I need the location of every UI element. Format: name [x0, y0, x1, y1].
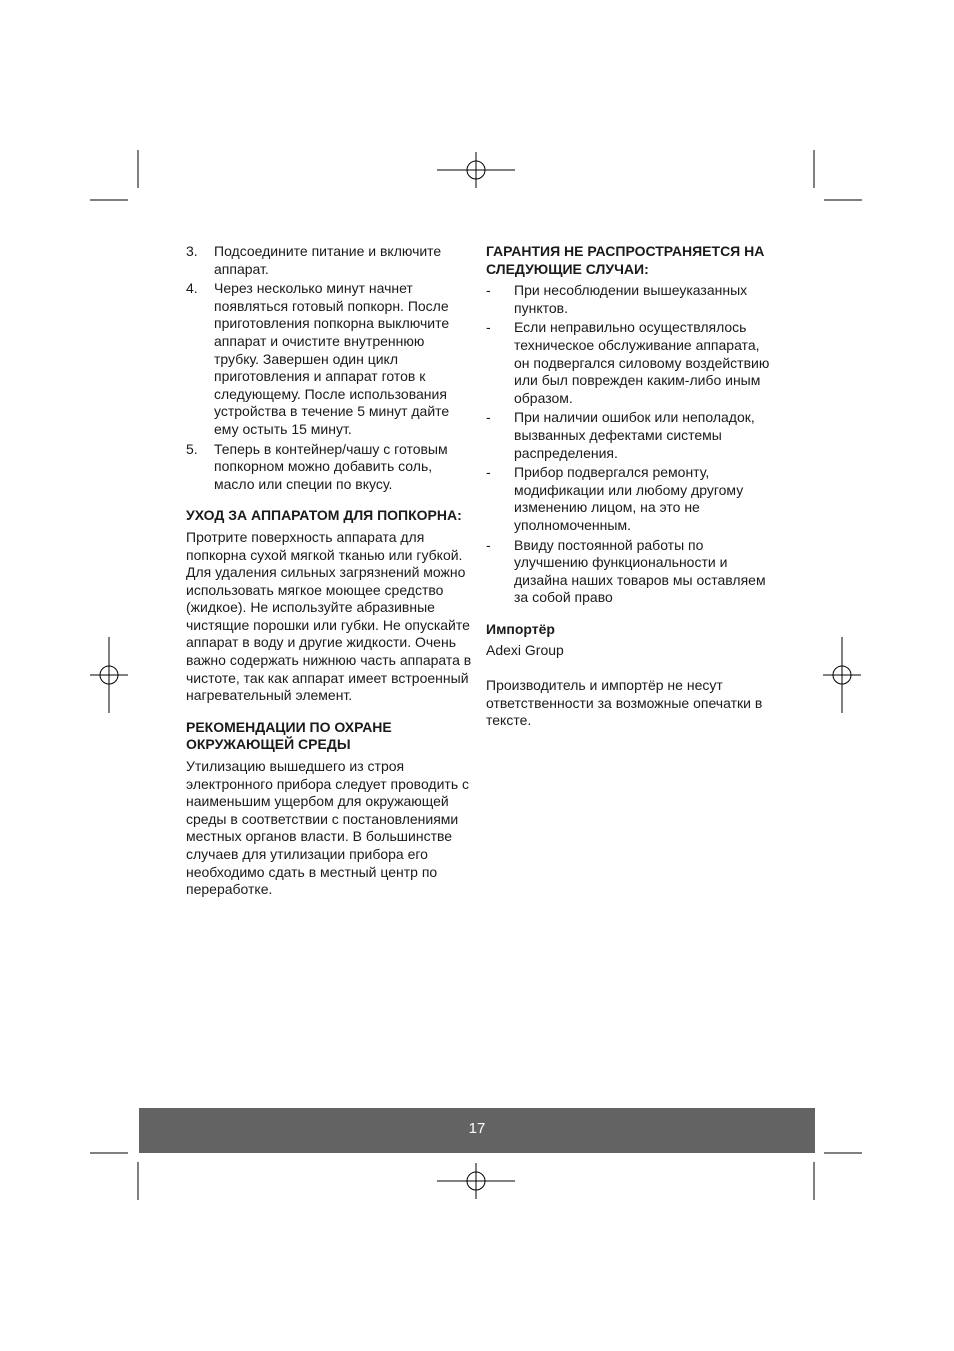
- warranty-item-text: При несоблюдении вышеуказанных пунктов.: [514, 282, 748, 316]
- registration-mark-left: [90, 637, 128, 713]
- step-text: Через несколько минут начнет появляться готовый попкорн. После приготовления попкорна выключите аппарат и очистите внутреннюю трубку. Завершен один цикл приготовления и аппарат готов к следующему. После использования устройства в течение 5 минут дайте ему остыть 15 минут.: [214, 280, 450, 437]
- step-text: Подсоедините питание и включите аппарат.: [214, 243, 442, 277]
- page-number: 17: [468, 1120, 486, 1137]
- bullet-dash: -: [486, 464, 491, 481]
- registration-mark-top: [437, 152, 515, 188]
- warranty-item-text: При наличии ошибок или неполадок, вызванных дефектами системы распределения.: [514, 409, 755, 461]
- importer-name: Adexi Group: [486, 642, 564, 659]
- bullet-dash: -: [486, 282, 491, 299]
- step-number: 3.: [186, 243, 198, 259]
- step-number: 5.: [186, 440, 198, 457]
- registration-mark-right: [823, 637, 861, 713]
- registration-mark-bottom: [437, 1163, 515, 1199]
- step-text: Теперь в контейнер/чашу с готовым попкорном можно добавить соль, масло или специи по вкусу.: [214, 440, 448, 492]
- environment-paragraph: Утилизацию вышедшего из строя электронного прибора следует проводить с наименьшим ущербом для окружающей среды в соответствии с постановлениями местных органов власти. В большинстве случаев для утилизации прибора его необходимо сдать в местный центр по переработке.: [186, 758, 470, 898]
- care-heading: УХОД ЗА АППАРАТОМ ДЛЯ ПОПКОРНА:: [186, 507, 462, 524]
- warranty-heading: ГАРАНТИЯ НЕ РАСПРОСТРАНЯЕТСЯ НА СЛЕДУЮЩИЕ СЛУЧАИ:: [486, 243, 765, 277]
- warranty-item-text: Если неправильно осуществлялось техническое обслуживание аппарата, он подвергался силовому воздействию или был поврежден каким-либо иным образом.: [514, 319, 770, 406]
- care-paragraph: Протрите поверхность аппарата для попкорна сухой мягкой тканью или губкой. Для удаления сильных загрязнений можно использовать мягкое моющее средство (жидкое). Не используйте абразивные чистящие порошки или губки. Не опускайте аппарат в воду и другие жидкости. Очень важно содержать нижнюю часть аппарата в чистоте, так как аппарат имеет встроенный нагревательный элемент.: [186, 528, 472, 704]
- bullet-dash: -: [486, 319, 491, 336]
- bullet-dash: -: [486, 536, 491, 553]
- importer-heading: Импортёр: [486, 620, 555, 637]
- disclaimer-paragraph: Производитель и импортёр не несут ответственности за возможные опечатки в тексте.: [486, 677, 763, 729]
- environment-heading: РЕКОМЕНДАЦИИ ПО ОХРАНЕ ОКРУЖАЮЩЕЙ СРЕДЫ: [186, 718, 392, 753]
- warranty-item-text: Прибор подвергался ремонту, модификации или любому другому изменению лицом, на это не уполномоченным.: [514, 464, 744, 533]
- bullet-dash: -: [486, 409, 491, 426]
- warranty-item-text: Ввиду постоянной работы по улучшению функциональности и дизайна наших товаров мы оставляем за собой право: [514, 536, 766, 606]
- step-number: 4.: [186, 280, 198, 297]
